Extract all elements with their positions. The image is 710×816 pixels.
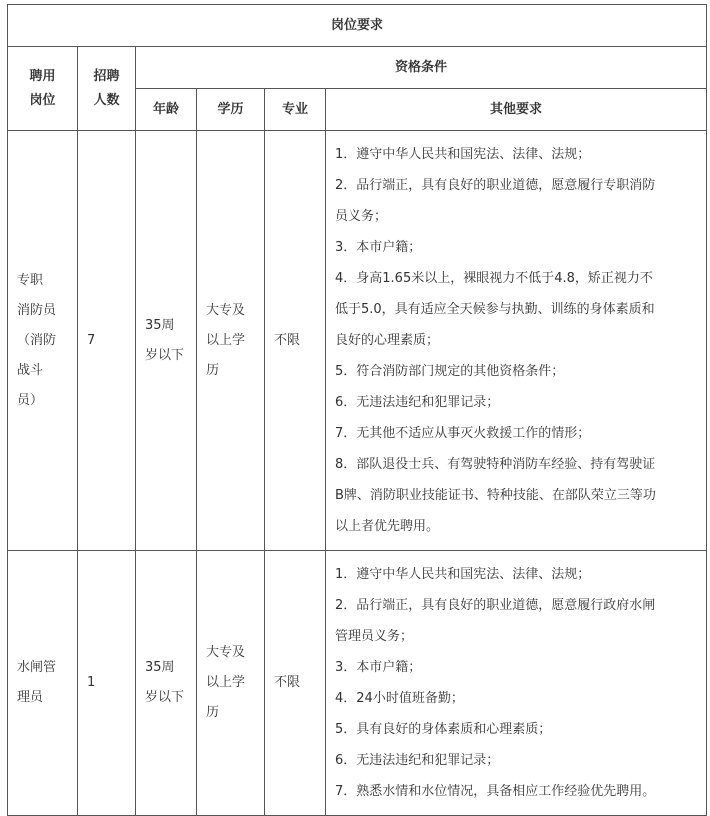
requirements-list bbox=[326, 551, 706, 815]
table-title: 岗位要求 bbox=[8, 5, 707, 47]
major-cell: 不限 bbox=[265, 131, 326, 551]
list-item: 2．品行端正，具有良好的职业道德，愿意履行政府水闸 bbox=[335, 598, 656, 613]
header-qualifications: 资格条件 bbox=[136, 47, 707, 89]
list-item: 4．24小时值班备勤； bbox=[335, 691, 464, 706]
requirements-cell bbox=[326, 551, 707, 816]
list-item: 良好的心理素质； bbox=[335, 333, 440, 348]
list-item: 1．遵守中华人民共和国宪法、法律、法规； bbox=[335, 567, 591, 582]
header-education: 学历 bbox=[197, 89, 265, 131]
list-item: 1．遵守中华人民共和国宪法、法律、法规； bbox=[335, 147, 591, 162]
list-item: 2．品行端正，具有良好的职业道德，愿意履行专职消防 bbox=[335, 178, 656, 193]
requirements-cell bbox=[326, 131, 707, 551]
list-item: 低于5.0，具有适应全天候参与执勤、训练的身体素质和 bbox=[335, 302, 655, 317]
list-item: 5．具有良好的身体素质和心理素质； bbox=[335, 722, 552, 737]
list-item: 员义务； bbox=[335, 209, 388, 224]
list-item: 8．部队退役士兵、有驾驶特种消防车经验、持有驾驶证 bbox=[335, 457, 656, 472]
header-other: 其他要求 bbox=[326, 89, 707, 131]
table-row bbox=[8, 551, 707, 816]
table-row bbox=[8, 131, 707, 551]
age-cell: 35周 岁以下 bbox=[136, 131, 197, 551]
list-item: 3．本市户籍； bbox=[335, 240, 422, 255]
education-cell: 大专及 以上学 历 bbox=[197, 551, 265, 816]
count-cell: 7 bbox=[78, 131, 136, 551]
requirements-list bbox=[326, 131, 706, 550]
age-cell: 35周 岁以下 bbox=[136, 551, 197, 816]
list-item: 4．身高1.65米以上，裸眼视力不低于4.8，矫正视力不 bbox=[335, 271, 653, 286]
position-cell: 专职 消防员 （消防 战斗 员） bbox=[8, 131, 78, 551]
count-cell: 1 bbox=[78, 551, 136, 816]
list-item: 6．无违法违纪和犯罪记录； bbox=[335, 395, 500, 410]
list-item: 管理员义务； bbox=[335, 629, 414, 644]
header-count: 招聘 人数 bbox=[78, 47, 136, 131]
list-item: 7．熟悉水情和水位情况，具备相应工作经验优先聘用。 bbox=[335, 784, 656, 799]
header-position: 聘用 岗位 bbox=[8, 47, 78, 131]
major-cell: 不限 bbox=[265, 551, 326, 816]
education-cell: 大专及 以上学 历 bbox=[197, 131, 265, 551]
list-item: B牌、消防职业技能证书、特种技能、在部队荣立三等功 bbox=[335, 488, 656, 503]
list-item: 7．无其他不适应从事灭火救援工作的情形； bbox=[335, 426, 591, 441]
position-cell: 水闸管 理员 bbox=[8, 551, 78, 816]
list-item: 5．符合消防部门规定的其他资格条件； bbox=[335, 364, 565, 379]
list-item: 以上者优先聘用。 bbox=[335, 519, 440, 534]
job-requirements-table bbox=[7, 4, 707, 816]
header-age: 年龄 bbox=[136, 89, 197, 131]
list-item: 3．本市户籍； bbox=[335, 660, 422, 675]
list-item: 6．无违法违纪和犯罪记录； bbox=[335, 753, 500, 768]
header-major: 专业 bbox=[265, 89, 326, 131]
